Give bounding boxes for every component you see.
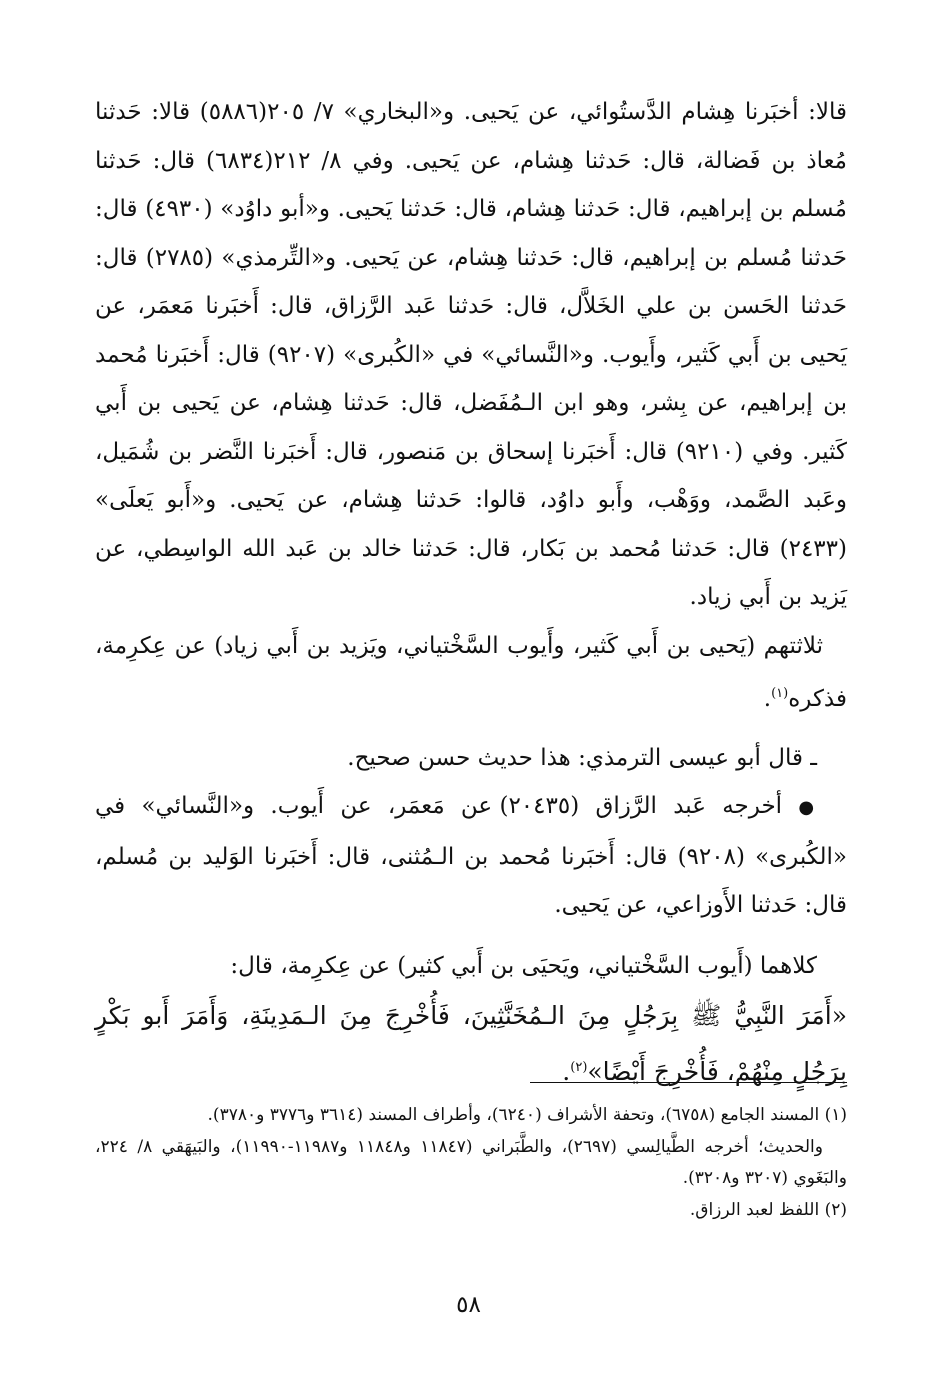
footnote-ref-2: (٢) [570,1060,588,1075]
summary-paragraph [95,622,847,724]
main-text [95,88,847,1098]
summary-text: ثلاثتهم (يَحيى بن أَبي كَثير، وأَيوب السَّخْتياني، ويَزيد بن أَبي زياد) عن عِكرِمة، فذكره [95,632,847,712]
both-paragraph: كلاهما (أَيوب السَّخْتياني، ويَحيَى بن أَبي كثير) عن عِكرِمة، قال: [230,952,817,979]
tirmidhi-note: ـ قال أبو عيسى الترمذي: هذا حديث حسن صحيح. [347,744,817,771]
footnote-1-line-1: (١) المسند الجامع (٦٧٥٨)، وتحفة الأشراف (٦٢٤٠)، وأطراف المسند (٣٦١٤ و٣٧٧٦ و٣٧٨٠). [207,1105,847,1125]
takhrij-paragraph [95,782,847,930]
hadith-text: «أَمَرَ النَّبِيُّ ﷺ بِرَجُلٍ مِنَ الـمُخَنَّثِينَ، فَأُخْرِجَ مِنَ الـمَدِينَةِ، وَأَمَرَ أَبو بَكْرٍ بِرَجُلٍ مِنْهُمْ، فَأُخْرِجَ أَيْضًا» [95,1001,847,1086]
footnote-ref-1: (١) [771,686,789,701]
hadith-end: . [562,1057,571,1086]
footnote-separator [530,1082,847,1083]
takhrij-text: أخرجه عَبد الرَّزاق (٢٠٤٣٥) عن مَعمَر، عن أَيوب. و«النَّسائي» في «الكُبرى» (٩٢٠٨) قال: أَخبَرنا مُحمد بن الـمُثنى، قال: أَخبَرنا الوَليد بن مُسلم، قال: حَدثنا الأَوزاعي، عن يَحيى. [95,793,847,918]
isnad-paragraph [95,88,847,622]
bullet-icon: ● [798,797,824,818]
isnad-text: قالا: أخبَرنا هِشام الدَّستُوائي، عن يَحيى. و«البخاري» ٧/ ٢٠٥(٥٨٨٦) قالا: حَدثنا مُعاذ بن فَضالة، قال: حَدثنا هِشام، عن يَحيى. وفي ٨/ ٢١٢(٦٨٣٤) قال: حَدثنا مُسلم بن إبراهيم، قال: حَدثنا هِشام، قال: حَدثنا يَحيى. و«أبو داوُد» (٤٩٣٠) قال: حَدثنا مُسلم بن إبراهيم، قال: حَدثنا هِشام، عن يَحيى. و«التِّرمذي» (٢٧٨٥) قال: حَدثنا الحَسن بن علي الخَلاَّل، قال: حَدثنا عَبد الرَّزاق، قال: أَخبَرنا مَعمَر، عن يَحيى بن أَبي كَثير، وأَيوب. و«النَّسائي» في «الكُبرى» (٩٢٠٧) قال: أَخبَرنا مُحمد بن إبراهيم، عن بِشر، وهو ابن الـمُفَضل، قال: حَدثنا هِشام، عن يَحيى بن أَبي كَثير. وفي (٩٢١٠) قال: أَخبَرنا إسحاق بن مَنصور، قال: أَخبَرنا النَّضر بن شُمَيل، وعَبد الصَّمد، ووَهْب، وأَبو داوُد، قالوا: حَدثنا هِشام، عن يَحيى. و«أَبو يَعلَى» (٢٤٣٣) قال: حَدثنا مُحمد بن بَكار، قال: حَدثنا خالد بن عَبد الله الواسِطي، عن يَزيد بن أَبي زياد. [95,99,848,610]
summary-end: . [763,686,772,712]
footnote-1-line-2: والحديث؛ أخرجه الطَّيالِسي (٢٦٩٧)، والطَّبَراني (١١٨٤٧ و١١٨٤٨ و١١٩٨٧-١١٩٩٠)، والبَيهَقي ٨/ ٢٢٤، والبَغَوي (٣٢٠٧ و٣٢٠٨). [95,1136,847,1188]
page-number: ٥٨ [456,1292,481,1318]
footnotes [95,1100,847,1226]
footnote-2: (٢) اللفظ لعبد الرزاق. [689,1199,847,1220]
